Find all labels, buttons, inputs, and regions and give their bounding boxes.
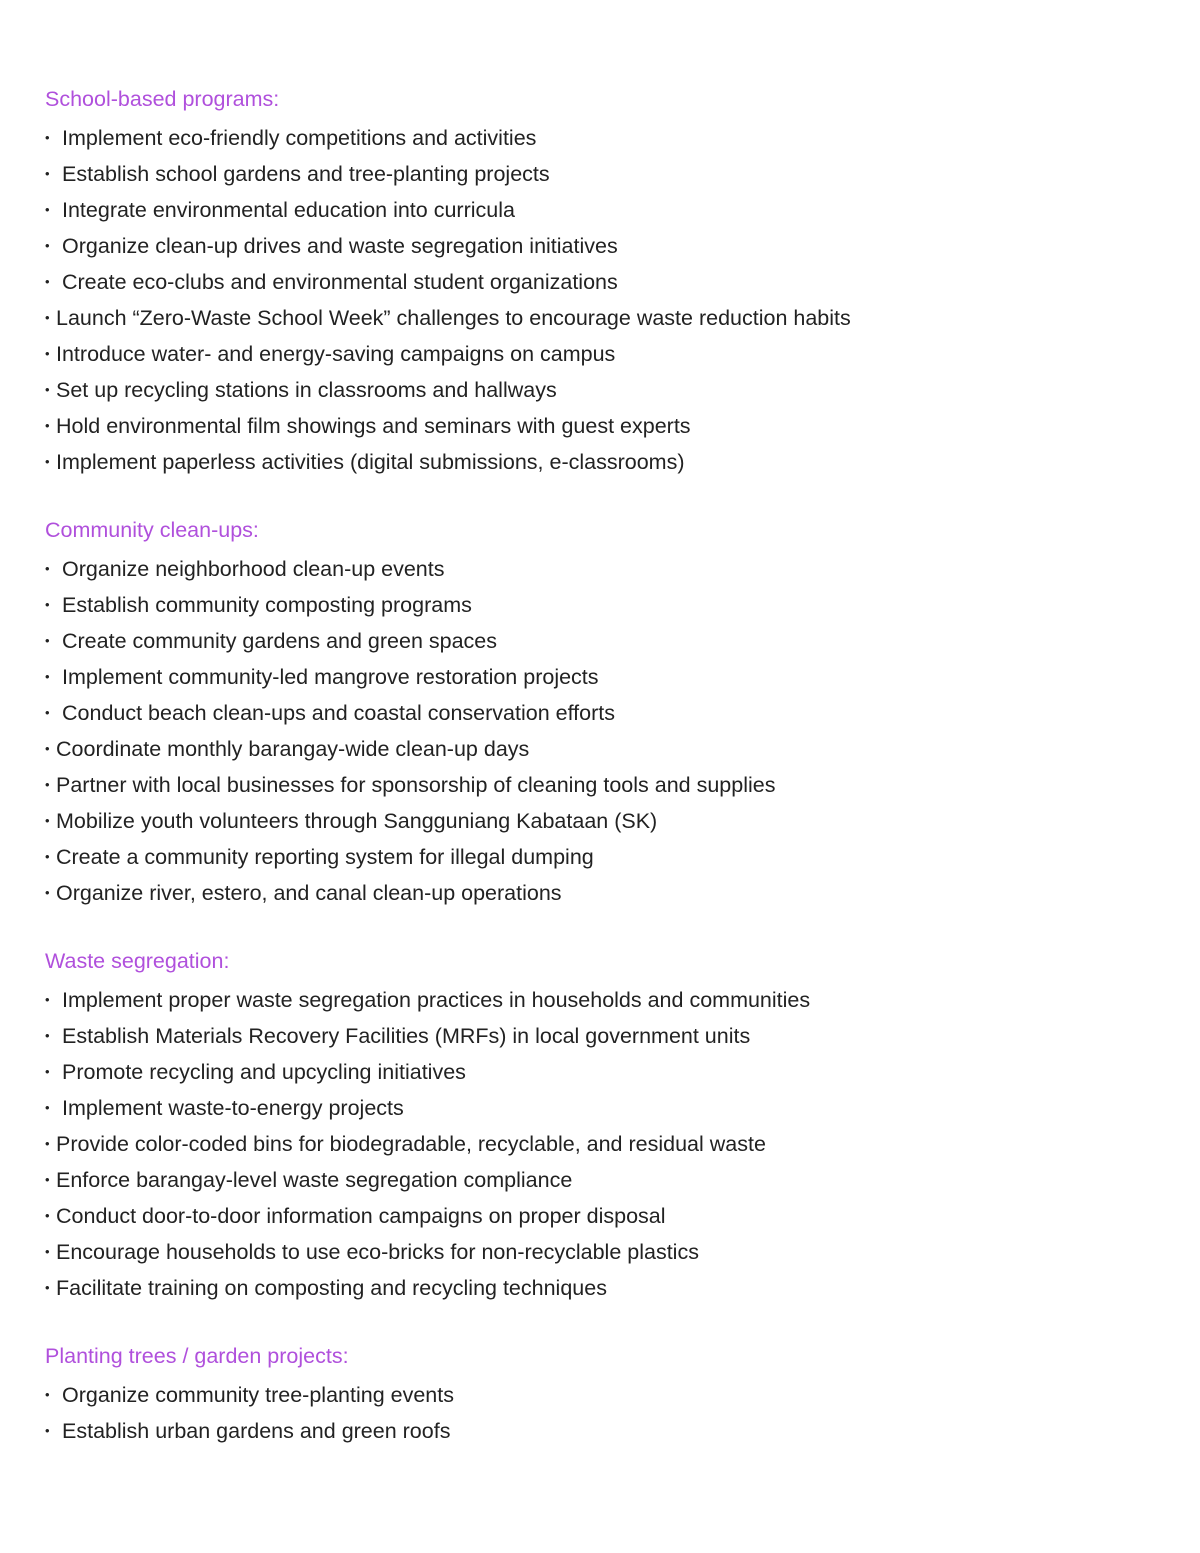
bullet-icon: •	[45, 1136, 50, 1151]
list-item	[45, 408, 1165, 444]
list-item	[45, 1377, 1165, 1413]
section-heading: Planting trees / garden projects:	[45, 1344, 349, 1368]
list-item	[45, 623, 1165, 659]
list-item-text: Facilitate training on composting and recycling techniques	[56, 1276, 607, 1300]
list-item	[45, 372, 1165, 408]
list-item	[45, 695, 1165, 731]
bullet-icon: •	[45, 1028, 50, 1043]
list-item	[45, 444, 1165, 480]
section-waste-segregation	[45, 946, 1165, 1306]
list-item-text: Partner with local businesses for sponsorship of cleaning tools and supplies	[56, 773, 776, 797]
list-item	[45, 551, 1165, 587]
bullet-icon: •	[45, 813, 50, 828]
list-item-text: Promote recycling and upcycling initiatives	[62, 1060, 466, 1084]
list-item	[45, 1270, 1165, 1306]
bullet-icon: •	[45, 705, 50, 720]
list-item-text: Organize community tree-planting events	[62, 1383, 454, 1407]
list-item-text: Implement paperless activities (digital submissions, e-classrooms)	[56, 450, 685, 474]
list-item	[45, 1126, 1165, 1162]
list-item-text: Set up recycling stations in classrooms and hallways	[56, 378, 557, 402]
bullet-icon: •	[45, 849, 50, 864]
list-item	[45, 875, 1165, 911]
list-item-text: Create community gardens and green spaces	[62, 629, 498, 653]
section-heading: Community clean-ups:	[45, 518, 259, 542]
list-item-text: Implement community-led mangrove restoration projects	[62, 665, 599, 689]
bullet-icon: •	[45, 1280, 50, 1295]
list-item-text: Coordinate monthly barangay-wide clean-up days	[56, 737, 530, 761]
list-item-text: Encourage households to use eco-bricks for non-recyclable plastics	[56, 1240, 699, 1264]
bullet-list	[45, 982, 1165, 1306]
list-item	[45, 839, 1165, 875]
bullet-icon: •	[45, 561, 50, 576]
list-item	[45, 1413, 1165, 1449]
bullet-icon: •	[45, 597, 50, 612]
list-item	[45, 192, 1165, 228]
section-heading: Waste segregation:	[45, 949, 230, 973]
list-item-text: Conduct beach clean-ups and coastal conservation efforts	[62, 701, 615, 725]
bullet-icon: •	[45, 1064, 50, 1079]
list-item	[45, 300, 1165, 336]
list-item-text: Establish urban gardens and green roofs	[62, 1419, 451, 1443]
section-planting-trees-garden-projects	[45, 1341, 1165, 1449]
list-item-text: Create eco-clubs and environmental student organizations	[62, 270, 618, 294]
list-item	[45, 156, 1165, 192]
list-item-text: Implement eco-friendly competitions and activities	[62, 126, 537, 150]
bullet-icon: •	[45, 669, 50, 684]
section-community-clean-ups	[45, 515, 1165, 911]
bullet-icon: •	[45, 202, 50, 217]
list-item	[45, 659, 1165, 695]
bullet-icon: •	[45, 633, 50, 648]
bullet-icon: •	[45, 130, 50, 145]
bullet-icon: •	[45, 382, 50, 397]
bullet-icon: •	[45, 346, 50, 361]
list-item-text: Implement proper waste segregation practices in households and communities	[62, 988, 811, 1012]
bullet-icon: •	[45, 777, 50, 792]
bullet-icon: •	[45, 1172, 50, 1187]
bullet-list	[45, 1377, 1165, 1449]
list-item	[45, 120, 1165, 156]
bullet-icon: •	[45, 418, 50, 433]
list-item-text: Establish school gardens and tree-planting projects	[62, 162, 550, 186]
list-item-text: Mobilize youth volunteers through Sangguniang Kabataan (SK)	[56, 809, 658, 833]
bullet-icon: •	[45, 454, 50, 469]
list-item-text: Establish Materials Recovery Facilities (MRFs) in local government units	[62, 1024, 751, 1048]
list-item	[45, 1018, 1165, 1054]
list-item-text: Implement waste-to-energy projects	[62, 1096, 404, 1120]
list-item-text: Organize neighborhood clean-up events	[62, 557, 445, 581]
bullet-list	[45, 120, 1165, 480]
list-item-text: Create a community reporting system for illegal dumping	[56, 845, 594, 869]
section-heading: School-based programs:	[45, 87, 280, 111]
list-item	[45, 336, 1165, 372]
section-school-based-programs	[45, 84, 1165, 480]
list-item-text: Provide color-coded bins for biodegradable, recyclable, and residual waste	[56, 1132, 766, 1156]
list-item-text: Introduce water- and energy-saving campaigns on campus	[56, 342, 616, 366]
bullet-icon: •	[45, 885, 50, 900]
list-item	[45, 228, 1165, 264]
bullet-icon: •	[45, 1208, 50, 1223]
list-item	[45, 1234, 1165, 1270]
bullet-icon: •	[45, 741, 50, 756]
bullet-icon: •	[45, 1387, 50, 1402]
list-item-text: Launch “Zero-Waste School Week” challenges to encourage waste reduction habits	[56, 306, 851, 330]
list-item-text: Integrate environmental education into curricula	[62, 198, 515, 222]
list-item-text: Establish community composting programs	[62, 593, 472, 617]
list-item	[45, 731, 1165, 767]
list-item	[45, 1162, 1165, 1198]
list-item	[45, 767, 1165, 803]
list-item-text: Organize river, estero, and canal clean-up operations	[56, 881, 562, 905]
list-item	[45, 1090, 1165, 1126]
list-item	[45, 982, 1165, 1018]
list-item	[45, 1198, 1165, 1234]
list-item	[45, 264, 1165, 300]
bullet-icon: •	[45, 238, 50, 253]
bullet-icon: •	[45, 166, 50, 181]
bullet-icon: •	[45, 274, 50, 289]
bullet-icon: •	[45, 1100, 50, 1115]
bullet-icon: •	[45, 310, 50, 325]
list-item-text: Hold environmental film showings and seminars with guest experts	[56, 414, 691, 438]
bullet-icon: •	[45, 1423, 50, 1438]
bullet-icon: •	[45, 992, 50, 1007]
bullet-list	[45, 551, 1165, 911]
list-item	[45, 587, 1165, 623]
list-item	[45, 1054, 1165, 1090]
list-item	[45, 803, 1165, 839]
list-item-text: Organize clean-up drives and waste segregation initiatives	[62, 234, 618, 258]
bullet-icon: •	[45, 1244, 50, 1259]
list-item-text: Conduct door-to-door information campaigns on proper disposal	[56, 1204, 666, 1228]
list-item-text: Enforce barangay-level waste segregation compliance	[56, 1168, 573, 1192]
